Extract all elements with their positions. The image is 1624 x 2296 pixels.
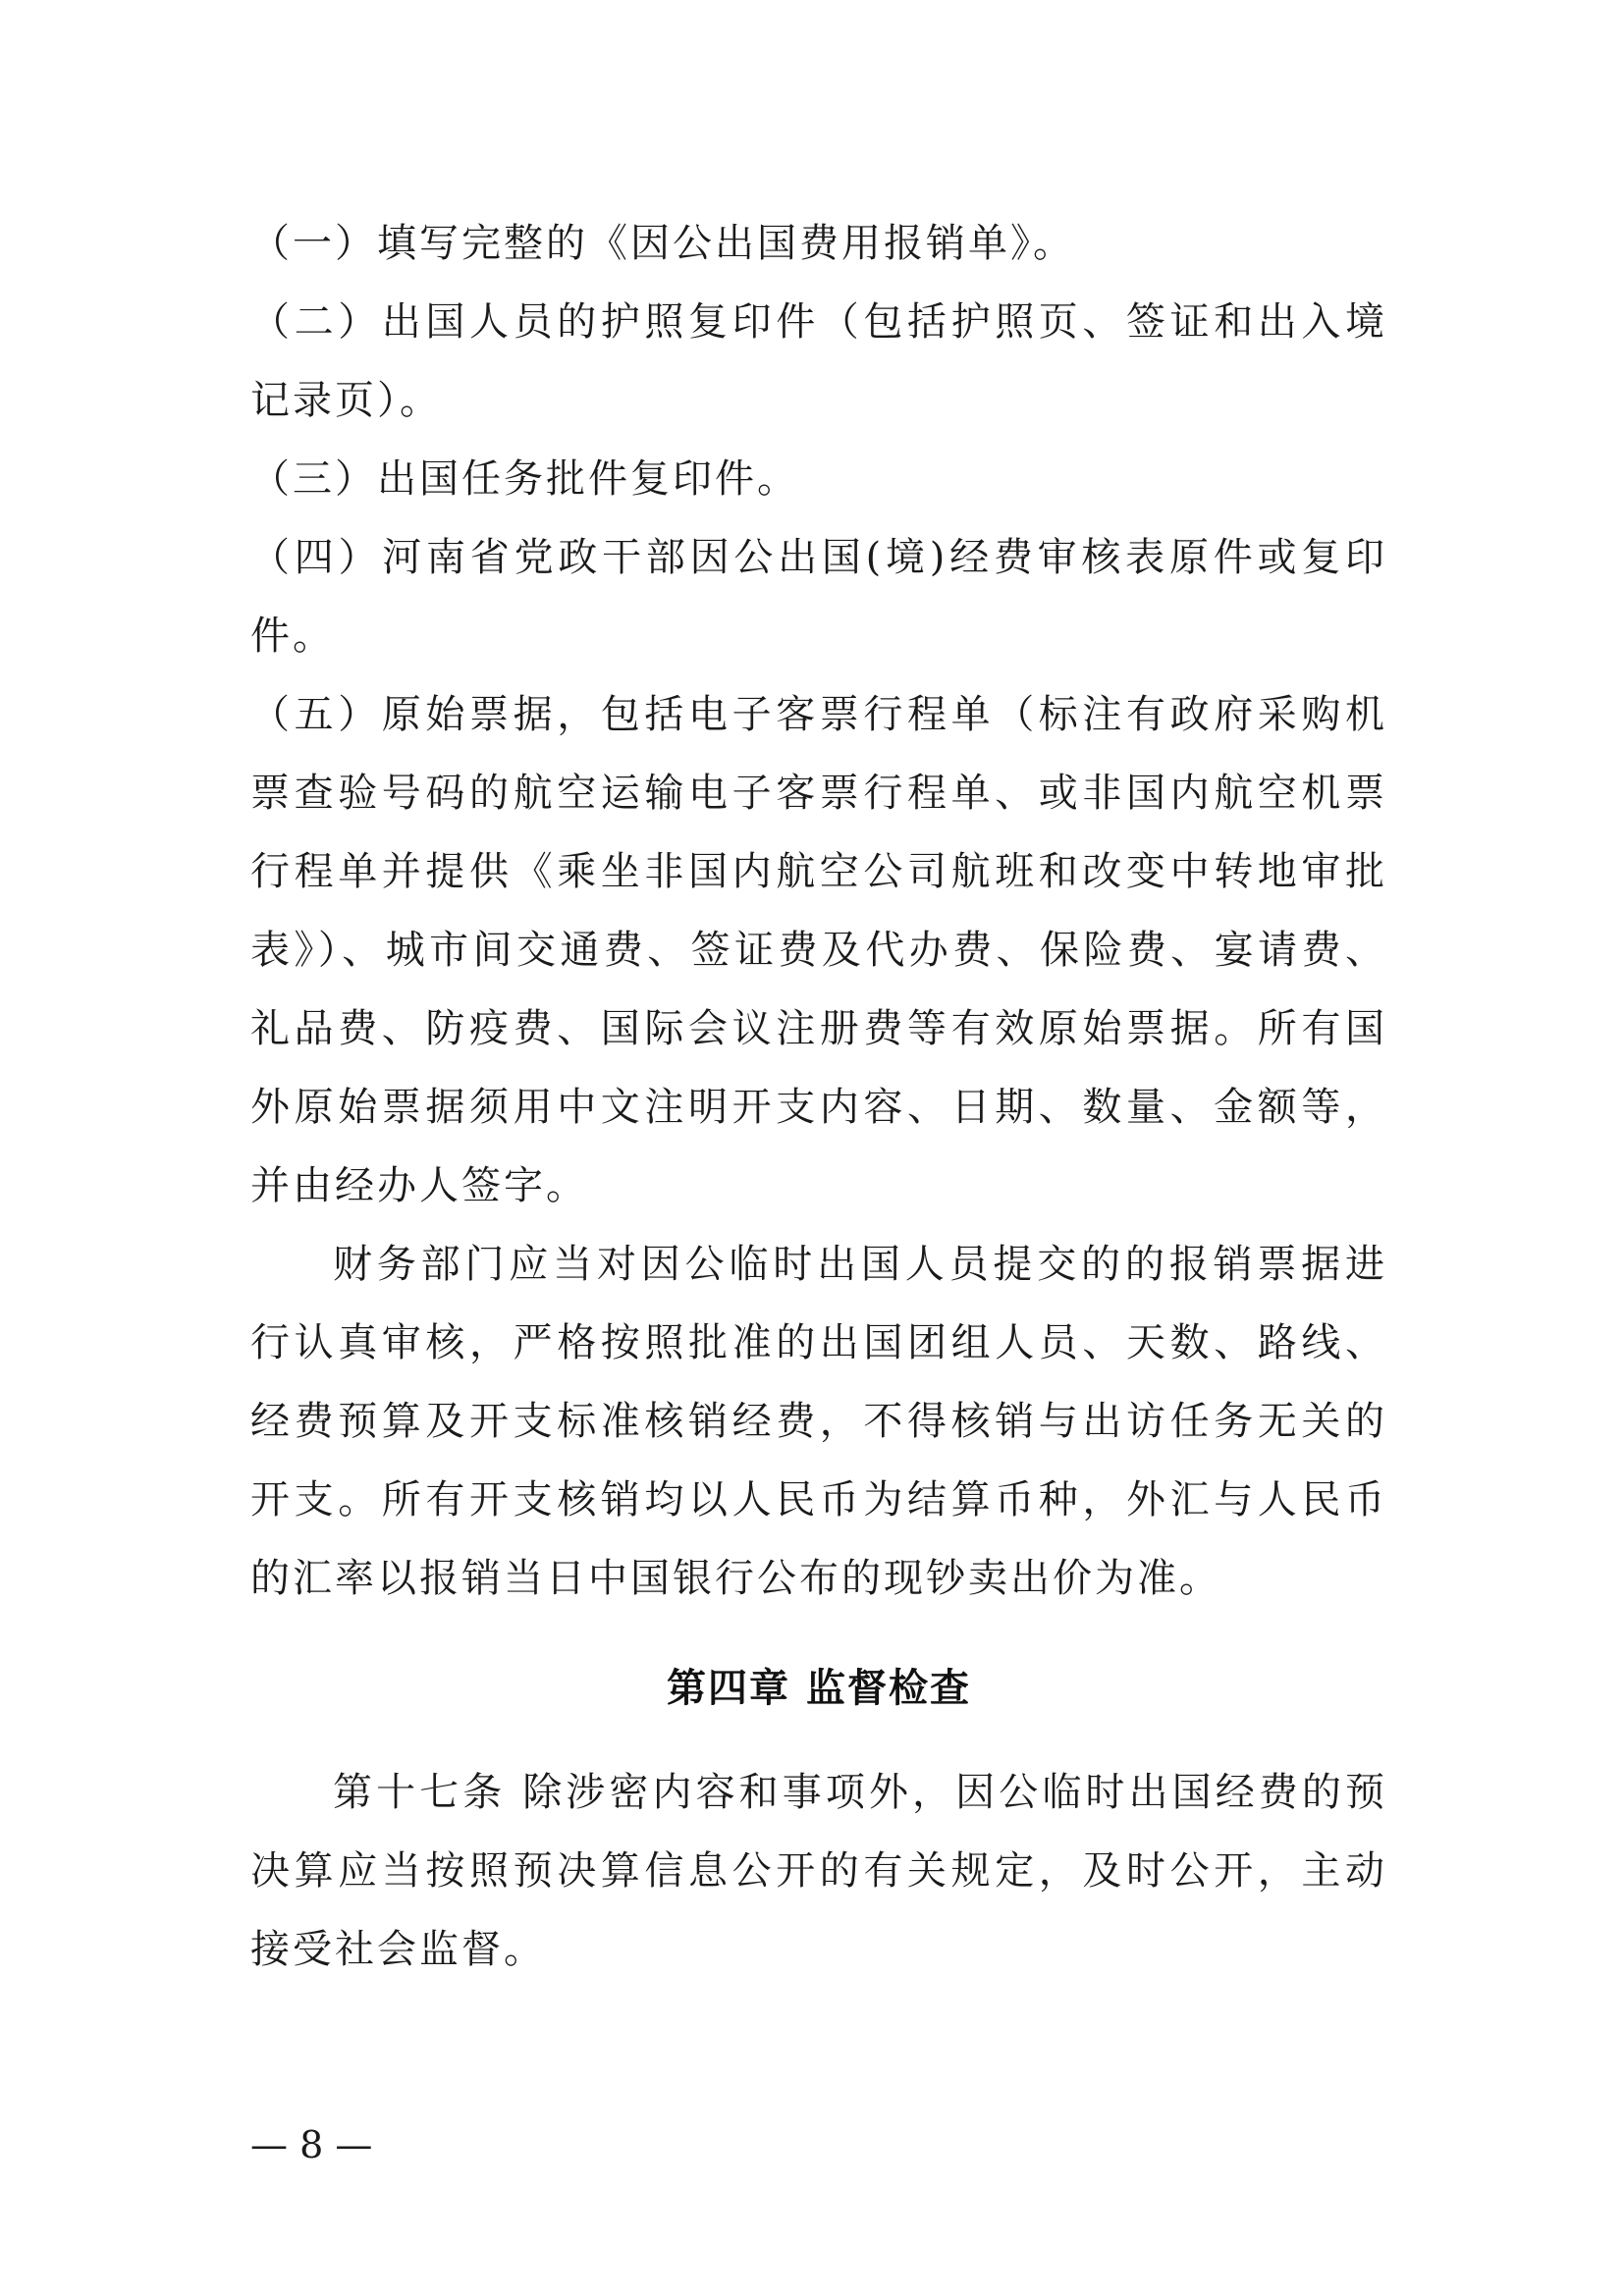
chapter-title: 第四章 监督检查 [667, 1666, 971, 1711]
list-item-2: （二）出国人员的护照复印件（包括护照页、签证和出入境记录页）。 [250, 299, 1387, 423]
list-item-4: （四）河南省党政干部因公出国(境)经费审核表原件或复印件。 [250, 535, 1387, 659]
reimbursement-materials-list [250, 204, 1387, 1618]
article-17-paragraph: 第十七条 除涉密内容和事项外，因公临时出国经费的预决算应当按照预决算信息公开的有关规定，及时公开，主动接受社会监督。 [250, 1770, 1387, 1972]
page-number: — 8 — [250, 2123, 373, 2166]
review-paragraph: 财务部门应当对因公临时出国人员提交的的报销票据进行认真审核，严格按照批准的出国团组人员、天数、路线、经费预算及开支标准核销经费，不得核销与出访任务无关的开支。所有开支核销均以人民币为结算币种，外汇与人民币的汇率以报销当日中国银行公布的现钞卖出价为准。 [250, 1242, 1387, 1601]
list-item-3: （三）出国任务批件复印件。 [250, 456, 799, 502]
list-item-1: （一）填写完整的《因公出国费用报销单》。 [250, 221, 1075, 266]
list-item-5: （五）原始票据，包括电子客票行程单（标注有政府采购机票查验号码的航空运输电子客票行程单、或非国内航空机票行程单并提供《乘坐非国内航空公司航班和改变中转地审批表》）、城市间交通费、签证费及代办费、保险费、宴请费、礼品费、防疫费、国际会议注册费等有效原始票据。所有国外原始票据须用中文注明开支内容、日期、数量、金额等，并由经办人签字。 [250, 692, 1387, 1208]
